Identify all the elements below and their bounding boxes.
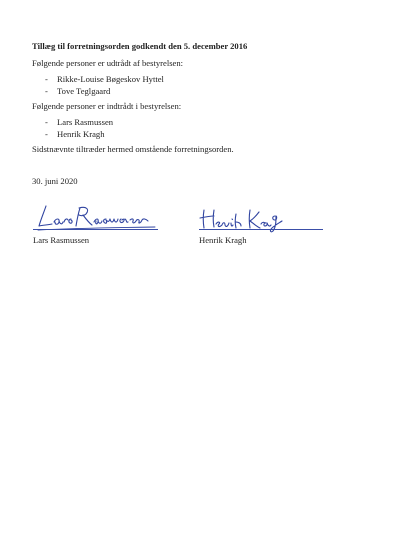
signatory-name: Henrik Kragh [199, 235, 247, 245]
list-bullet: - [45, 117, 48, 127]
document-title: Tillæg til forretningsorden godkendt den 5. december 2016 [32, 41, 248, 51]
closing-statement: Sidstnævnte tiltræder hermed omstående forretningsorden. [32, 144, 234, 154]
list-bullet: - [45, 86, 48, 96]
list-item [45, 117, 245, 128]
signature-line [33, 229, 158, 230]
resigned-member-name: Tove Teglgaard [57, 86, 111, 96]
list-item [45, 129, 245, 140]
signatory-name: Lars Rasmussen [33, 235, 90, 245]
resigned-member-name: Rikke-Louise Bøgeskov Hyttel [57, 74, 164, 84]
joined-intro: Følgende personer er indtrådt i bestyrelsen: [32, 101, 182, 111]
signing-date: 30. juni 2020 [32, 176, 78, 186]
list-item [45, 74, 245, 85]
list-bullet: - [45, 129, 48, 139]
signature-lars-rasmussen [30, 200, 160, 232]
joined-member-name: Lars Rasmussen [57, 117, 114, 127]
resigned-intro: Følgende personer er udtrådt af bestyrelsen: [32, 58, 184, 68]
joined-member-name: Henrik Kragh [57, 129, 105, 139]
list-item [45, 86, 245, 97]
list-bullet: - [45, 74, 48, 84]
signature-line [199, 229, 323, 230]
